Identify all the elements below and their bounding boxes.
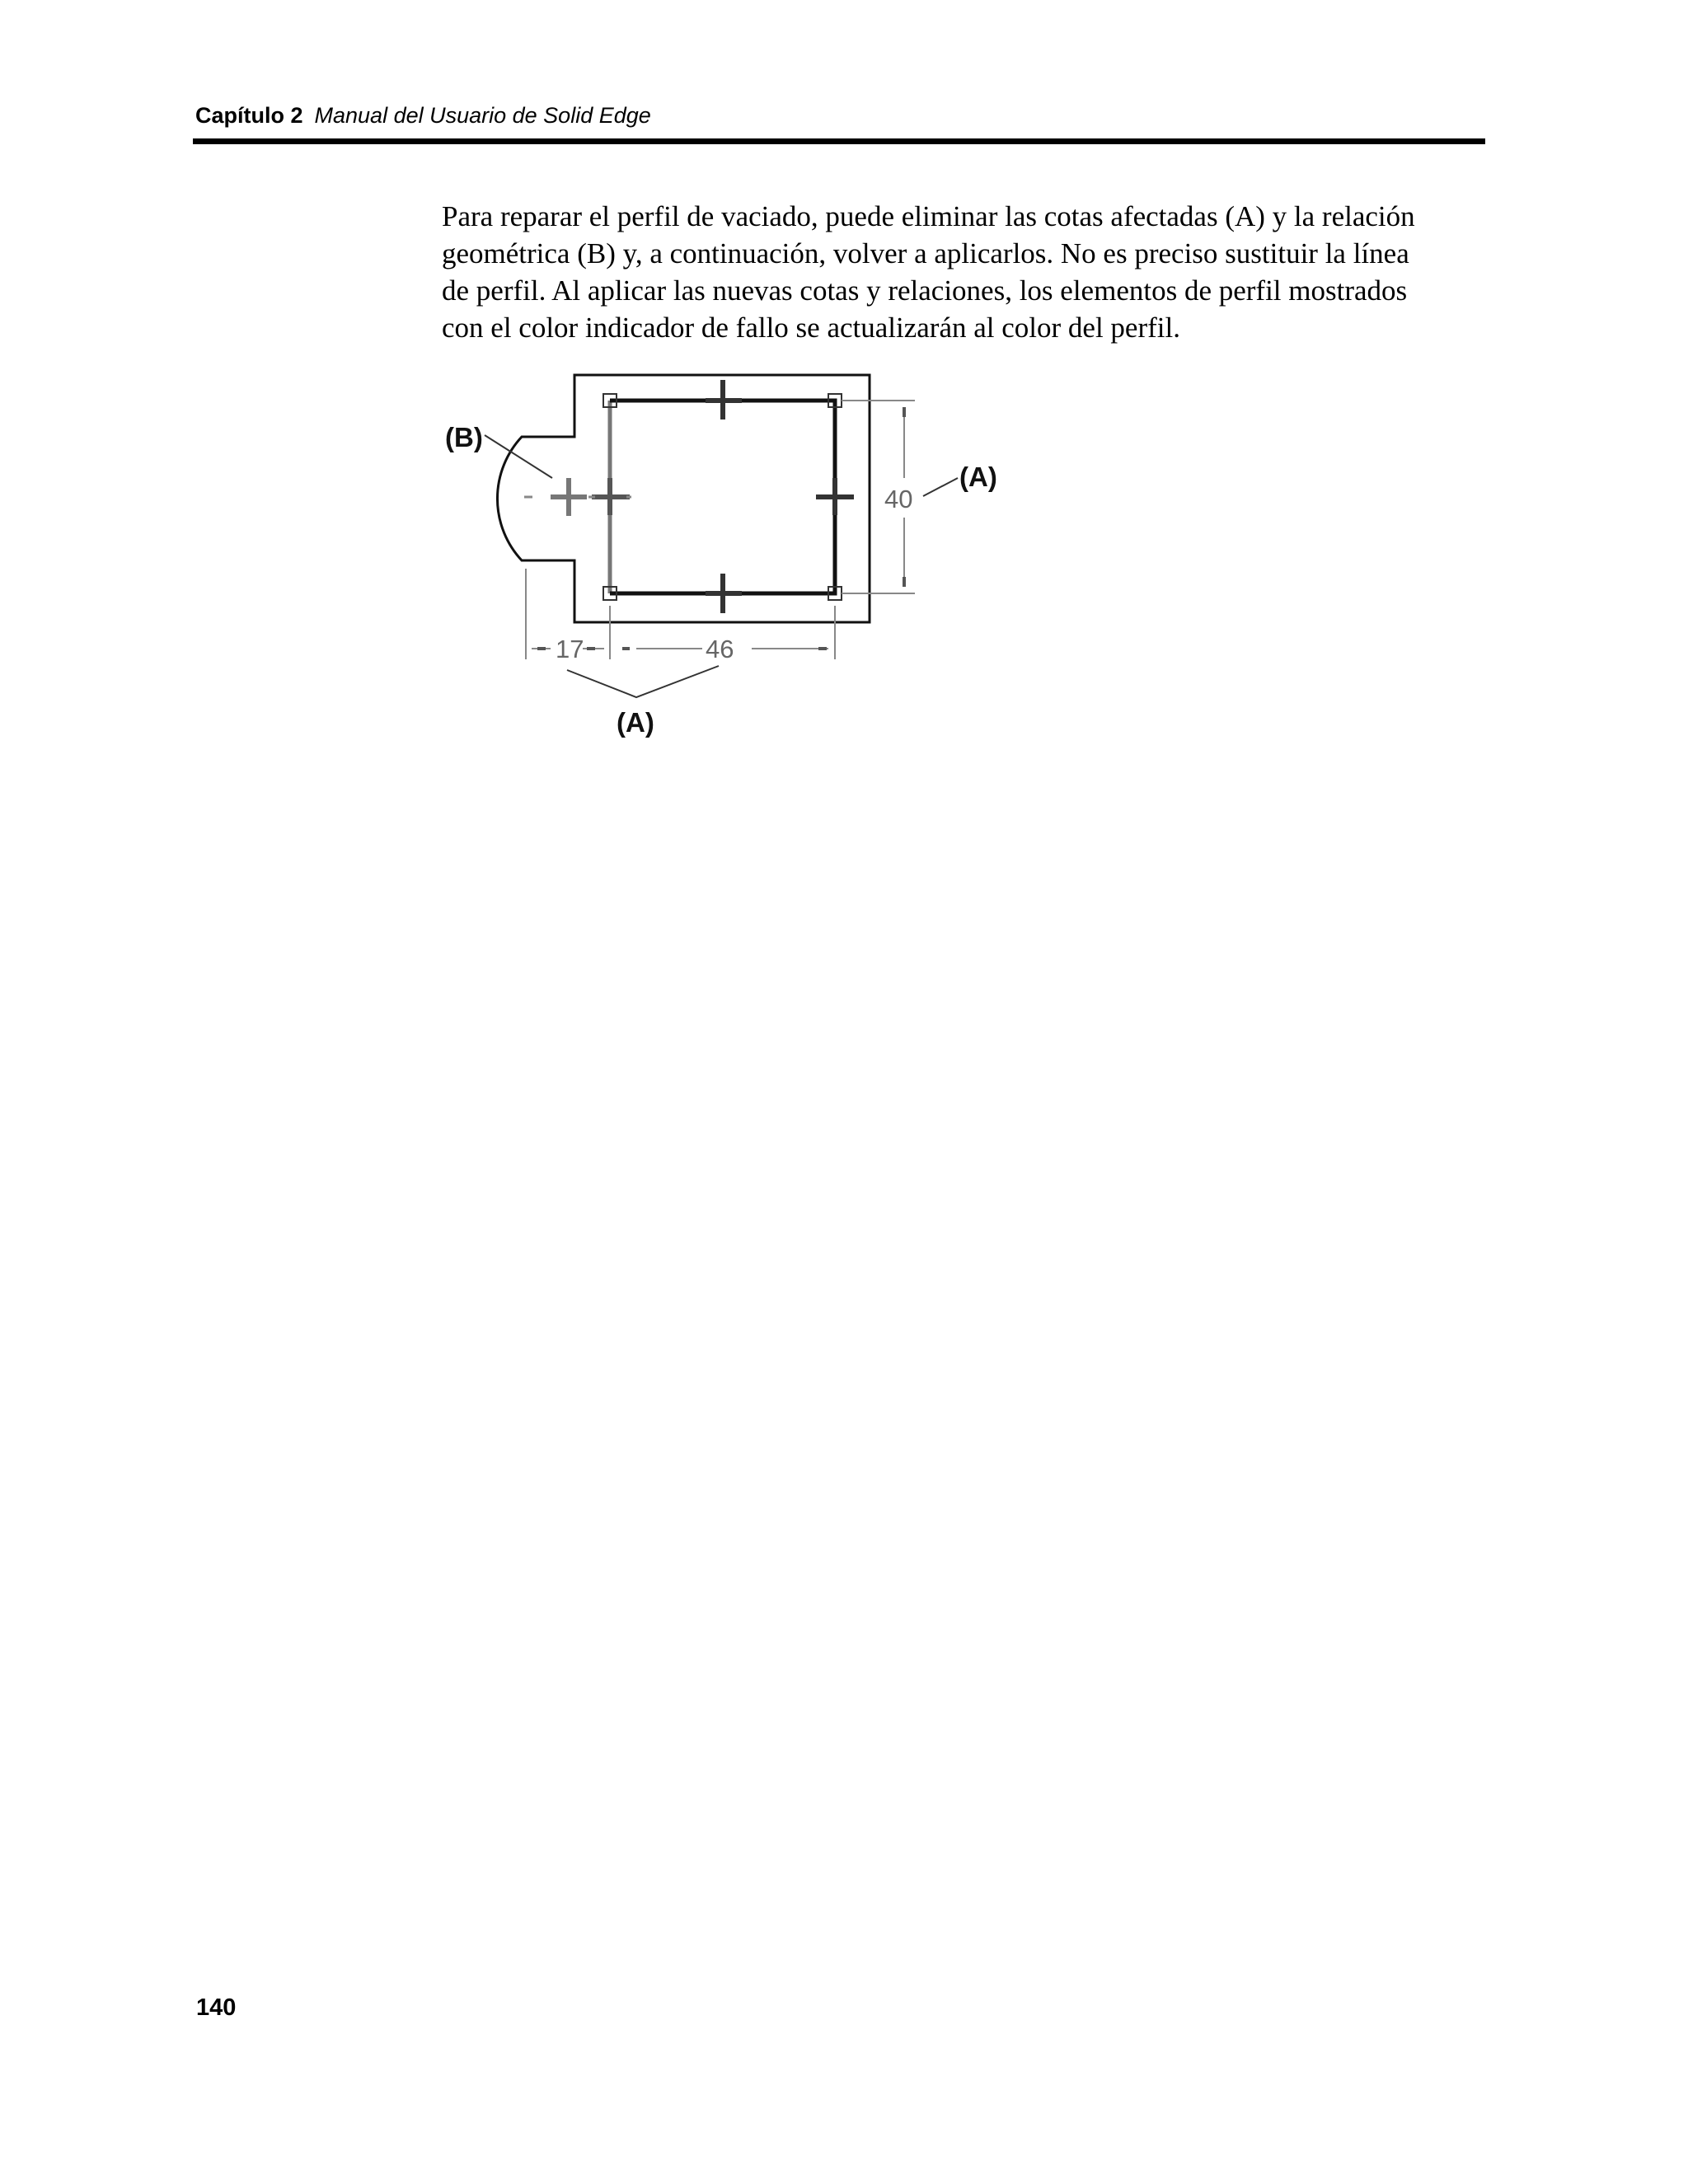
header-rule [193, 138, 1485, 144]
midpoint-cross [592, 478, 630, 515]
dimension-40-label: 40 [884, 485, 913, 513]
chapter-label: Capítulo 2 [195, 103, 303, 128]
callout-b: (B) [445, 422, 483, 452]
paragraph-line: Para reparar el perfil de vaciado, puede eliminar las cotas afectadas (A) y la relación [442, 200, 1415, 232]
arc-center-cross [551, 478, 587, 516]
paragraph-line: geométrica (B) y, a continuación, volver a aplicarlos. No es preciso sustituir la línea [442, 237, 1409, 269]
midpoint-cross [706, 574, 742, 613]
callout-a-right: (A) [959, 462, 997, 492]
dimension-46-label: 46 [706, 635, 734, 663]
page-number: 140 [196, 1994, 237, 2021]
body-paragraph [442, 198, 1497, 346]
manual-title: Manual del Usuario de Solid Edge [314, 103, 651, 128]
paragraph-line: con el color indicador de fallo se actualizarán al color del perfil. [442, 312, 1180, 344]
paragraph-line: de perfil. Al aplicar las nuevas cotas y relaciones, los elementos de perfil mostrados [442, 274, 1408, 307]
dimension-17-label: 17 [556, 635, 584, 663]
profile-figure [429, 363, 1022, 742]
midpoint-cross [816, 478, 854, 515]
running-header [195, 99, 651, 132]
leader-line [567, 666, 719, 697]
callout-a-bottom: (A) [617, 707, 654, 738]
leader-line [923, 478, 958, 496]
inner-profile [610, 401, 835, 593]
midpoint-cross [706, 380, 742, 419]
